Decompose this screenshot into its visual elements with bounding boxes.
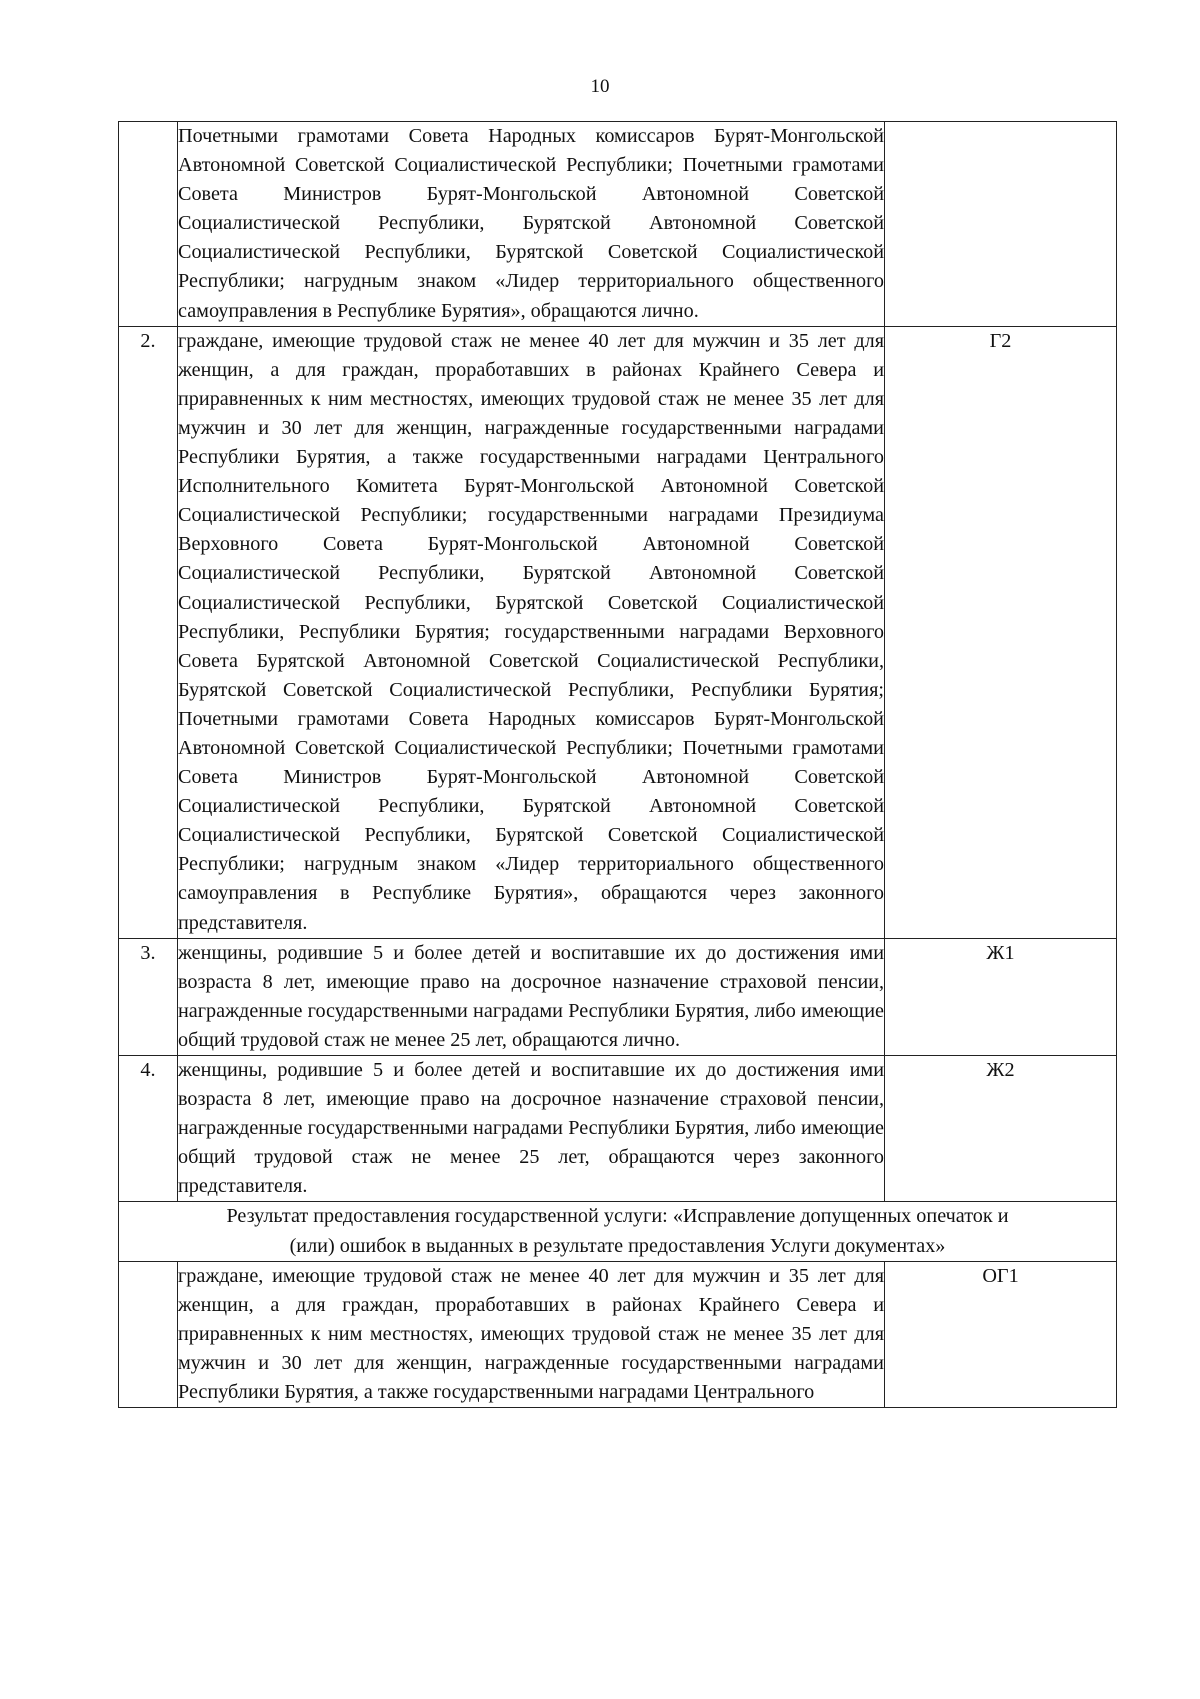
row-number: 3. [119,938,178,1055]
section-header-row [119,1202,1117,1261]
table-row [119,1056,1117,1202]
row-code: Г2 [885,326,1117,938]
row-code [885,122,1117,327]
row-number: 4. [119,1056,178,1202]
row-code: Ж2 [885,1056,1117,1202]
row-description-text: женщины, родившие 5 и более детей и воспитавшие их до достижения ими возраста 8 лет, имеющие право на досрочное назначение страховой пенсии, награжденные государственными наградами Республики Бурятия, либо имеющие общий трудовой стаж не менее 25 лет, обращаются лично. [178,941,884,1051]
section-header [119,1202,1117,1261]
table-row [119,122,1117,327]
row-description-text: граждане, имеющие трудовой стаж не менее 40 лет для мужчин и 35 лет для женщин, а для граждан, проработавших в районах Крайнего Севера и приравненных к ним местностях, имеющих трудовой стаж не менее 35 лет для мужчин и 30 лет для женщин, награжденные государственными наградами Республики Бурятия, а также государственными наградами Центрального [178,1264,884,1404]
row-number [119,122,178,327]
categories-table [118,121,1117,1408]
row-number: 2. [119,326,178,938]
row-description [178,122,885,327]
row-description-text: граждане, имеющие трудовой стаж не менее 40 лет для мужчин и 35 лет для женщин, а для граждан, проработавших в районах Крайнего Севера и приравненных к ним местностях, имеющих трудовой стаж не менее 35 лет для мужчин и 30 лет для женщин, награжденные государственными наградами Республики Бурятия, а также государственными наградами Центрального Исполнительного Комитета Бурят-Монгольской Автономной Советской Социалистической Республики; государственными наградами Президиума Верховного Совета Бурят-Монгольской Автономной Советской Социалистической Республики, Бурятской Автономной Советской Социалистической Республики, Бурятской Советской Социалистической Республики, Республики Бурятия; государственными наградами Верховного Совета Бурятской Автономной Советской Социалистической Республики, Бурятской Советской Социалистической Республики, Республики Бурятия; Почетными грамотами Совета Народных комиссаров Бурят-Монгольской Автономной Советской Социалистической Республики; Почетными грамотами Совета Министров Бурят-Монгольской Автономной Советской Социалистической Республики, Бурятской Автономной Советской Социалистической Республики, Бурятской Советской Социалистической Республики; нагрудным знаком «Лидер территориального общественного самоуправления в Республике Бурятия», обращаются через законного представителя. [178,329,884,934]
row-description-text: женщины, родившие 5 и более детей и воспитавшие их до достижения ими возраста 8 лет, имеющие право на досрочное назначение страховой пенсии, награжденные государственными наградами Республики Бурятия, либо имеющие общий трудовой стаж не менее 25 лет, обращаются через законного представителя. [178,1059,884,1198]
table-row [119,1261,1117,1407]
page-number: 10 [590,76,610,97]
section-header-line-1: Результат предоставления государственной услуги: «Исправление допущенных опечаток и [226,1205,1009,1228]
section-header-line-2: (или) ошибок в выданных в результате предоставления Услуги документах» [289,1234,946,1257]
row-description [178,938,885,1055]
row-description-text: Почетными грамотами Совета Народных комиссаров Бурят-Монгольской Автономной Советской Социалистической Республики; Почетными грамотами Совета Министров Бурят-Монгольской Автономной Советской Социалистической Республики, Бурятской Автономной Советской Социалистической Республики, Бурятской Советской Социалистической Республики; нагрудным знаком «Лидер территориального общественного самоуправления в Республике Бурятия», обращаются лично. [178,125,884,322]
table-row [119,938,1117,1055]
table-row [119,326,1117,938]
row-description [178,1261,885,1407]
row-number [119,1261,178,1407]
row-code: ОГ1 [885,1261,1117,1407]
row-code: Ж1 [885,938,1117,1055]
row-description [178,326,885,938]
row-description [178,1056,885,1202]
